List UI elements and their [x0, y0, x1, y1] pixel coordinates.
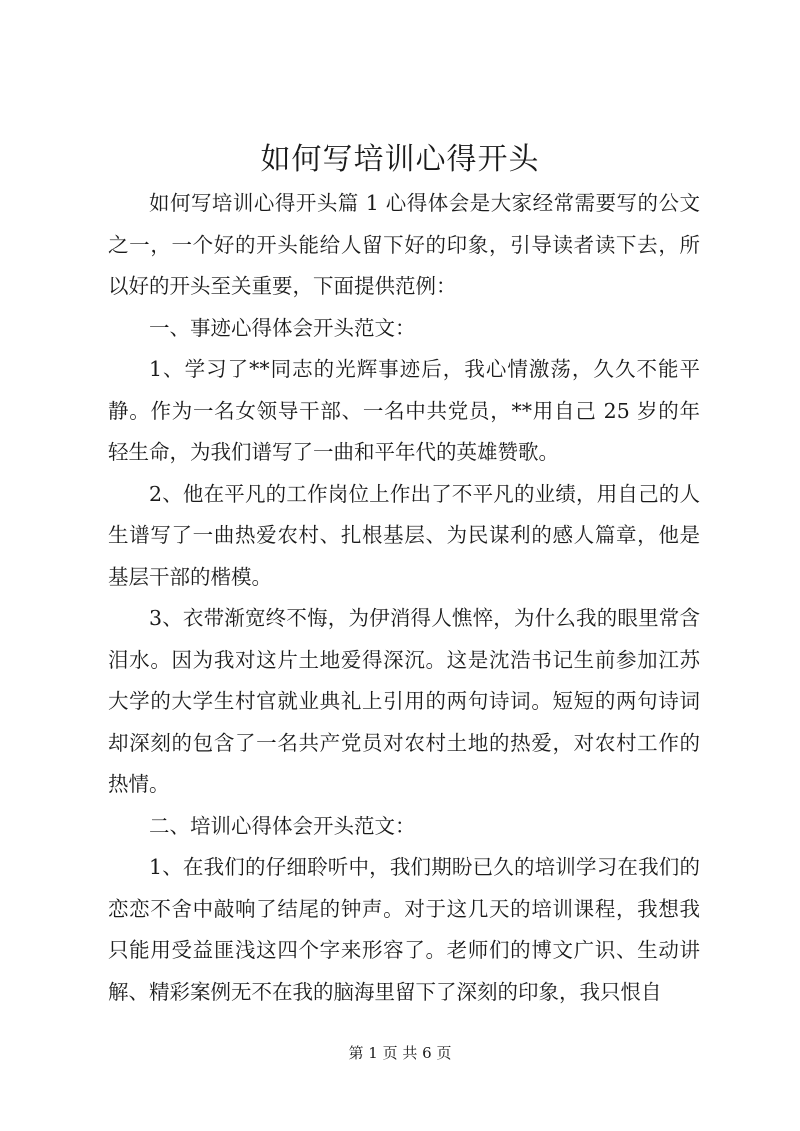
paragraph-example-1-3: 3、衣带渐宽终不悔，为伊消得人憔悴，为什么我的眼里常含泪水。因为我对这片土地爱得深沉。这是沈浩书记生前参加江苏大学的大学生村官就业典礼上引用的两句诗词。短短的两句诗词却深刻的包含了一名共产党员对农村土地的热爱，对农村工作的热情。: [108, 606, 700, 796]
section-heading-1: 一、事迹心得体会开头范文：: [149, 315, 416, 340]
paragraph-intro: 如何写培训心得开头篇 1 心得体会是大家经常需要写的公文之一，一个好的开头能给人留下好的印象，引导读者读下去，所以好的开头至关重要，下面提供范例：: [108, 191, 700, 298]
paragraph-example-1-2: 2、他在平凡的工作岗位上作出了不平凡的业绩，用自己的人生谱写了一曲热爱农村、扎根基层、为民谋利的感人篇章，他是基层干部的楷模。: [108, 481, 700, 589]
section-heading-2: 二、培训心得体会开头范文：: [149, 813, 416, 838]
document-body: [108, 183, 700, 1013]
paragraph-example-2-1: 1、在我们的仔细聆听中，我们期盼已久的培训学习在我们的恋恋不舍中敲响了结尾的钟声。对于这几天的培训课程，我想我只能用受益匪浅这四个字来形容了。老师们的博文广识、生动讲解、精彩案例无不在我的脑海里留下了深刻的印象，我只恨自: [108, 855, 700, 1004]
paragraph-example-1-1: 1、学习了**同志的光辉事迹后，我心情激荡，久久不能平静。作为一名女领导干部、一名中共党员，**用自己 25 岁的年轻生命，为我们谱写了一曲和平年代的英雄赞歌。: [108, 357, 700, 464]
document-title: 如何写培训心得开头: [260, 142, 540, 177]
page-footer: 第 1 页 共 6 页: [348, 1044, 452, 1062]
